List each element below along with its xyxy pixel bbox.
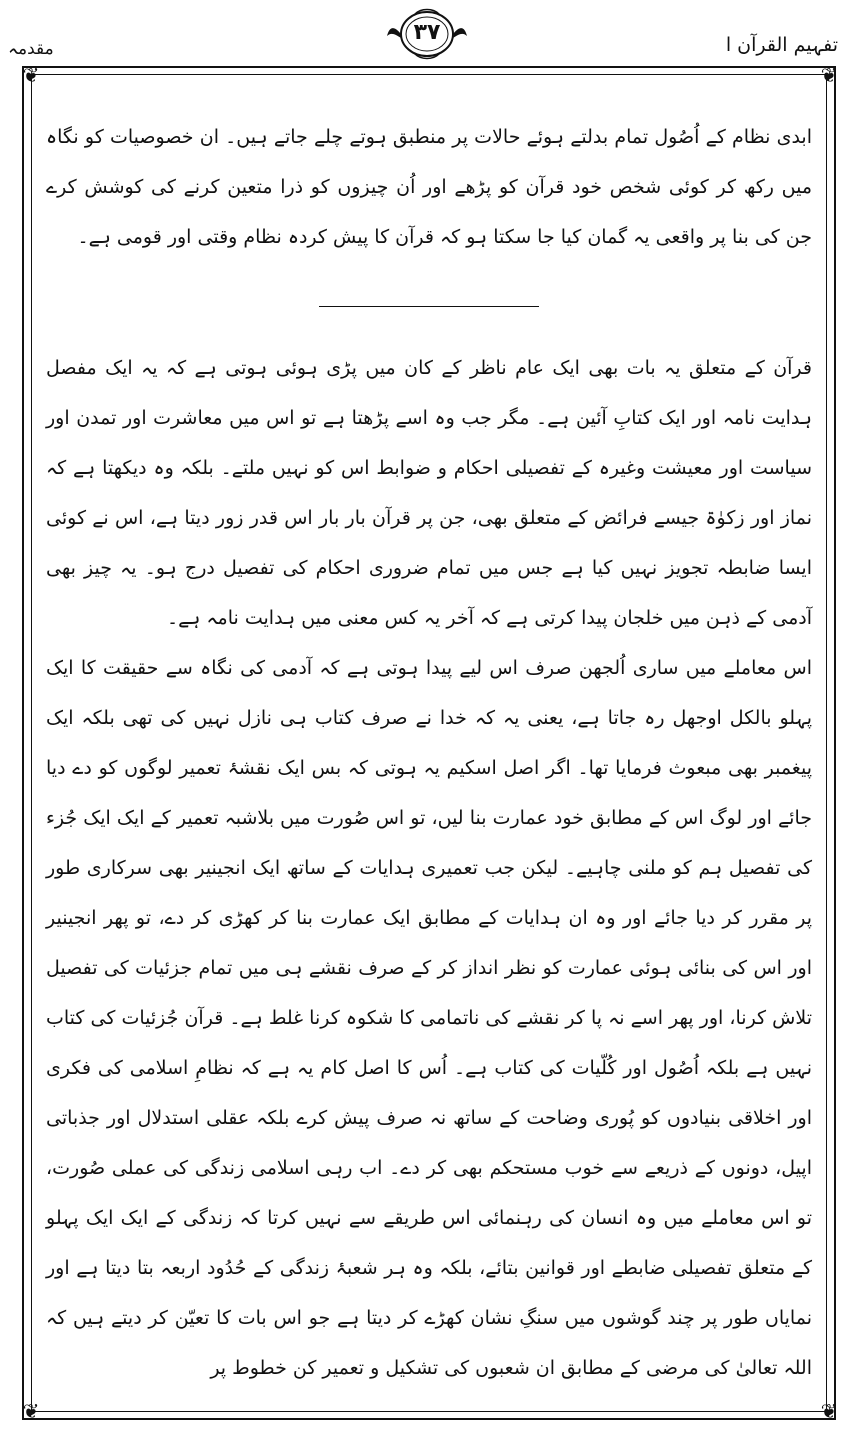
corner-ornament-icon: ❦ xyxy=(820,63,838,87)
page-number-emblem xyxy=(385,6,469,62)
book-title: تفہیم القرآن ا xyxy=(725,34,838,56)
section-divider xyxy=(319,306,539,307)
paragraph: اس معاملے میں ساری اُلجھن صرف اس لیے پیدا ہوتی ہے کہ آدمی کی نگاہ سے حقیقت کا ایک پہلو بالکل اوجھل رہ جاتا ہے، یعنی یہ کہ خدا نے صرف کتاب ہی نازل نہیں کی تھی بلکہ ایک پیغمبر بھی مبعوث فرمایا تھا۔ اگر اصل اسکیم یہ ہوتی کہ بس ایک نقشۂ تعمیر لوگوں کو دے دیا جائے اور لوگ اس کے مطابق خود عمارت بنا لیں، تو اس صُورت میں بلاشبہ تعمیر کے ایک ایک جُزء کی تفصیل ہم کو ملنی چاہیے۔ لیکن جب تعمیری ہدایات کے ساتھ ایک انجینیر بھی سرکاری طور پر مقرر کر دیا جائے اور وہ ان ہدایات کے مطابق ایک عمارت بنا کر کھڑی کر دے، تو پھر انجینیر اور اس کی بنائی ہوئی عمارت کو نظر انداز کر کے صرف نقشے ہی میں تمام جزئیات کی تفصیل تلاش کرنا، اور پھر اسے نہ پا کر نقشے کی ناتمامی کا شکوہ کرنا غلط ہے۔ قرآن جُزئیات کی کتاب نہیں ہے بلکہ اُصُول اور کُلّیات کی کتاب ہے۔ اُس کا اصل کام یہ ہے کہ نظامِ اسلامی کی فکری اور اخلاقی بنیادوں کو پُوری وضاحت کے ساتھ نہ صرف پیش کرے بلکہ عقلی استدلال اور جذباتی اپیل، دونوں کے ذریعے سے خوب مستحکم بھی کر دے۔ اب رہی اسلامی زندگی کی عملی صُورت، تو اس معاملے میں وہ انسان کی رہنمائی اس طریقے سے نہیں کرتا کہ زندگی کے ایک ایک پہلو کے متعلق تفصیلی ضابطے اور قوانین بتائے، بلکہ وہ ہر شعبۂ زندگی کے حُدُود اربعہ بتا دیتا ہے اور نمایاں طور پر چند گوشوں میں سنگِ نشان کھڑے کر دیتا ہے جو اس بات کا تعیّن کر دیتے ہیں کہ اللہ تعالیٰ کی مرضی کے مطابق ان شعبوں کی تشکیل و تعمیر کن خطوط پر xyxy=(46,657,812,1379)
paragraph: ابدی نظام کے اُصُول تمام بدلتے ہوئے حالات پر منطبق ہوتے چلے جاتے ہیں۔ ان خصوصیات کو نگاہ میں رکھ کر کوئی شخص خود قرآن کو پڑھے اور اُن چیزوں کو ذرا متعین کرنے کی کوشش کرے جن کی بنا پر واقعی یہ گمان کیا جا سکتا ہو کہ قرآن کا پیش کردہ نظام وقتی اور قومی ہے۔ xyxy=(46,126,812,248)
paragraph: قرآن کے متعلق یہ بات بھی ایک عام ناظر کے کان میں پڑی ہوئی ہوتی ہے کہ یہ ایک مفصل ہدایت نامہ اور ایک کتابِ آئین ہے۔ مگر جب وہ اسے پڑھتا ہے تو اس میں معاشرت اور تمدن اور سیاست اور معیشت وغیرہ کے تفصیلی احکام و ضوابط اس کو نہیں ملتے۔ بلکہ وہ دیکھتا ہے کہ نماز اور زکوٰۃ جیسے فرائض کے متعلق بھی، جن پر قرآن بار بار اس قدر زور دیتا ہے، اس نے کوئی ایسا ضابطہ تجویز نہیں کیا ہے جس میں تمام ضروری احکام کی تفصیل درج ہو۔ یہ چیز بھی آدمی کے ذہن میں خلجان پیدا کرتی ہے کہ آخر یہ کس معنی میں ہدایت نامہ ہے۔ xyxy=(46,357,812,629)
corner-ornament-icon: ❦ xyxy=(820,1399,838,1423)
corner-ornament-icon: ❦ xyxy=(22,1399,40,1423)
page-number: ۳۷ xyxy=(413,20,441,45)
section-title: مقدمہ xyxy=(8,39,54,59)
corner-ornament-icon: ❦ xyxy=(22,63,40,87)
main-text xyxy=(46,92,812,1407)
